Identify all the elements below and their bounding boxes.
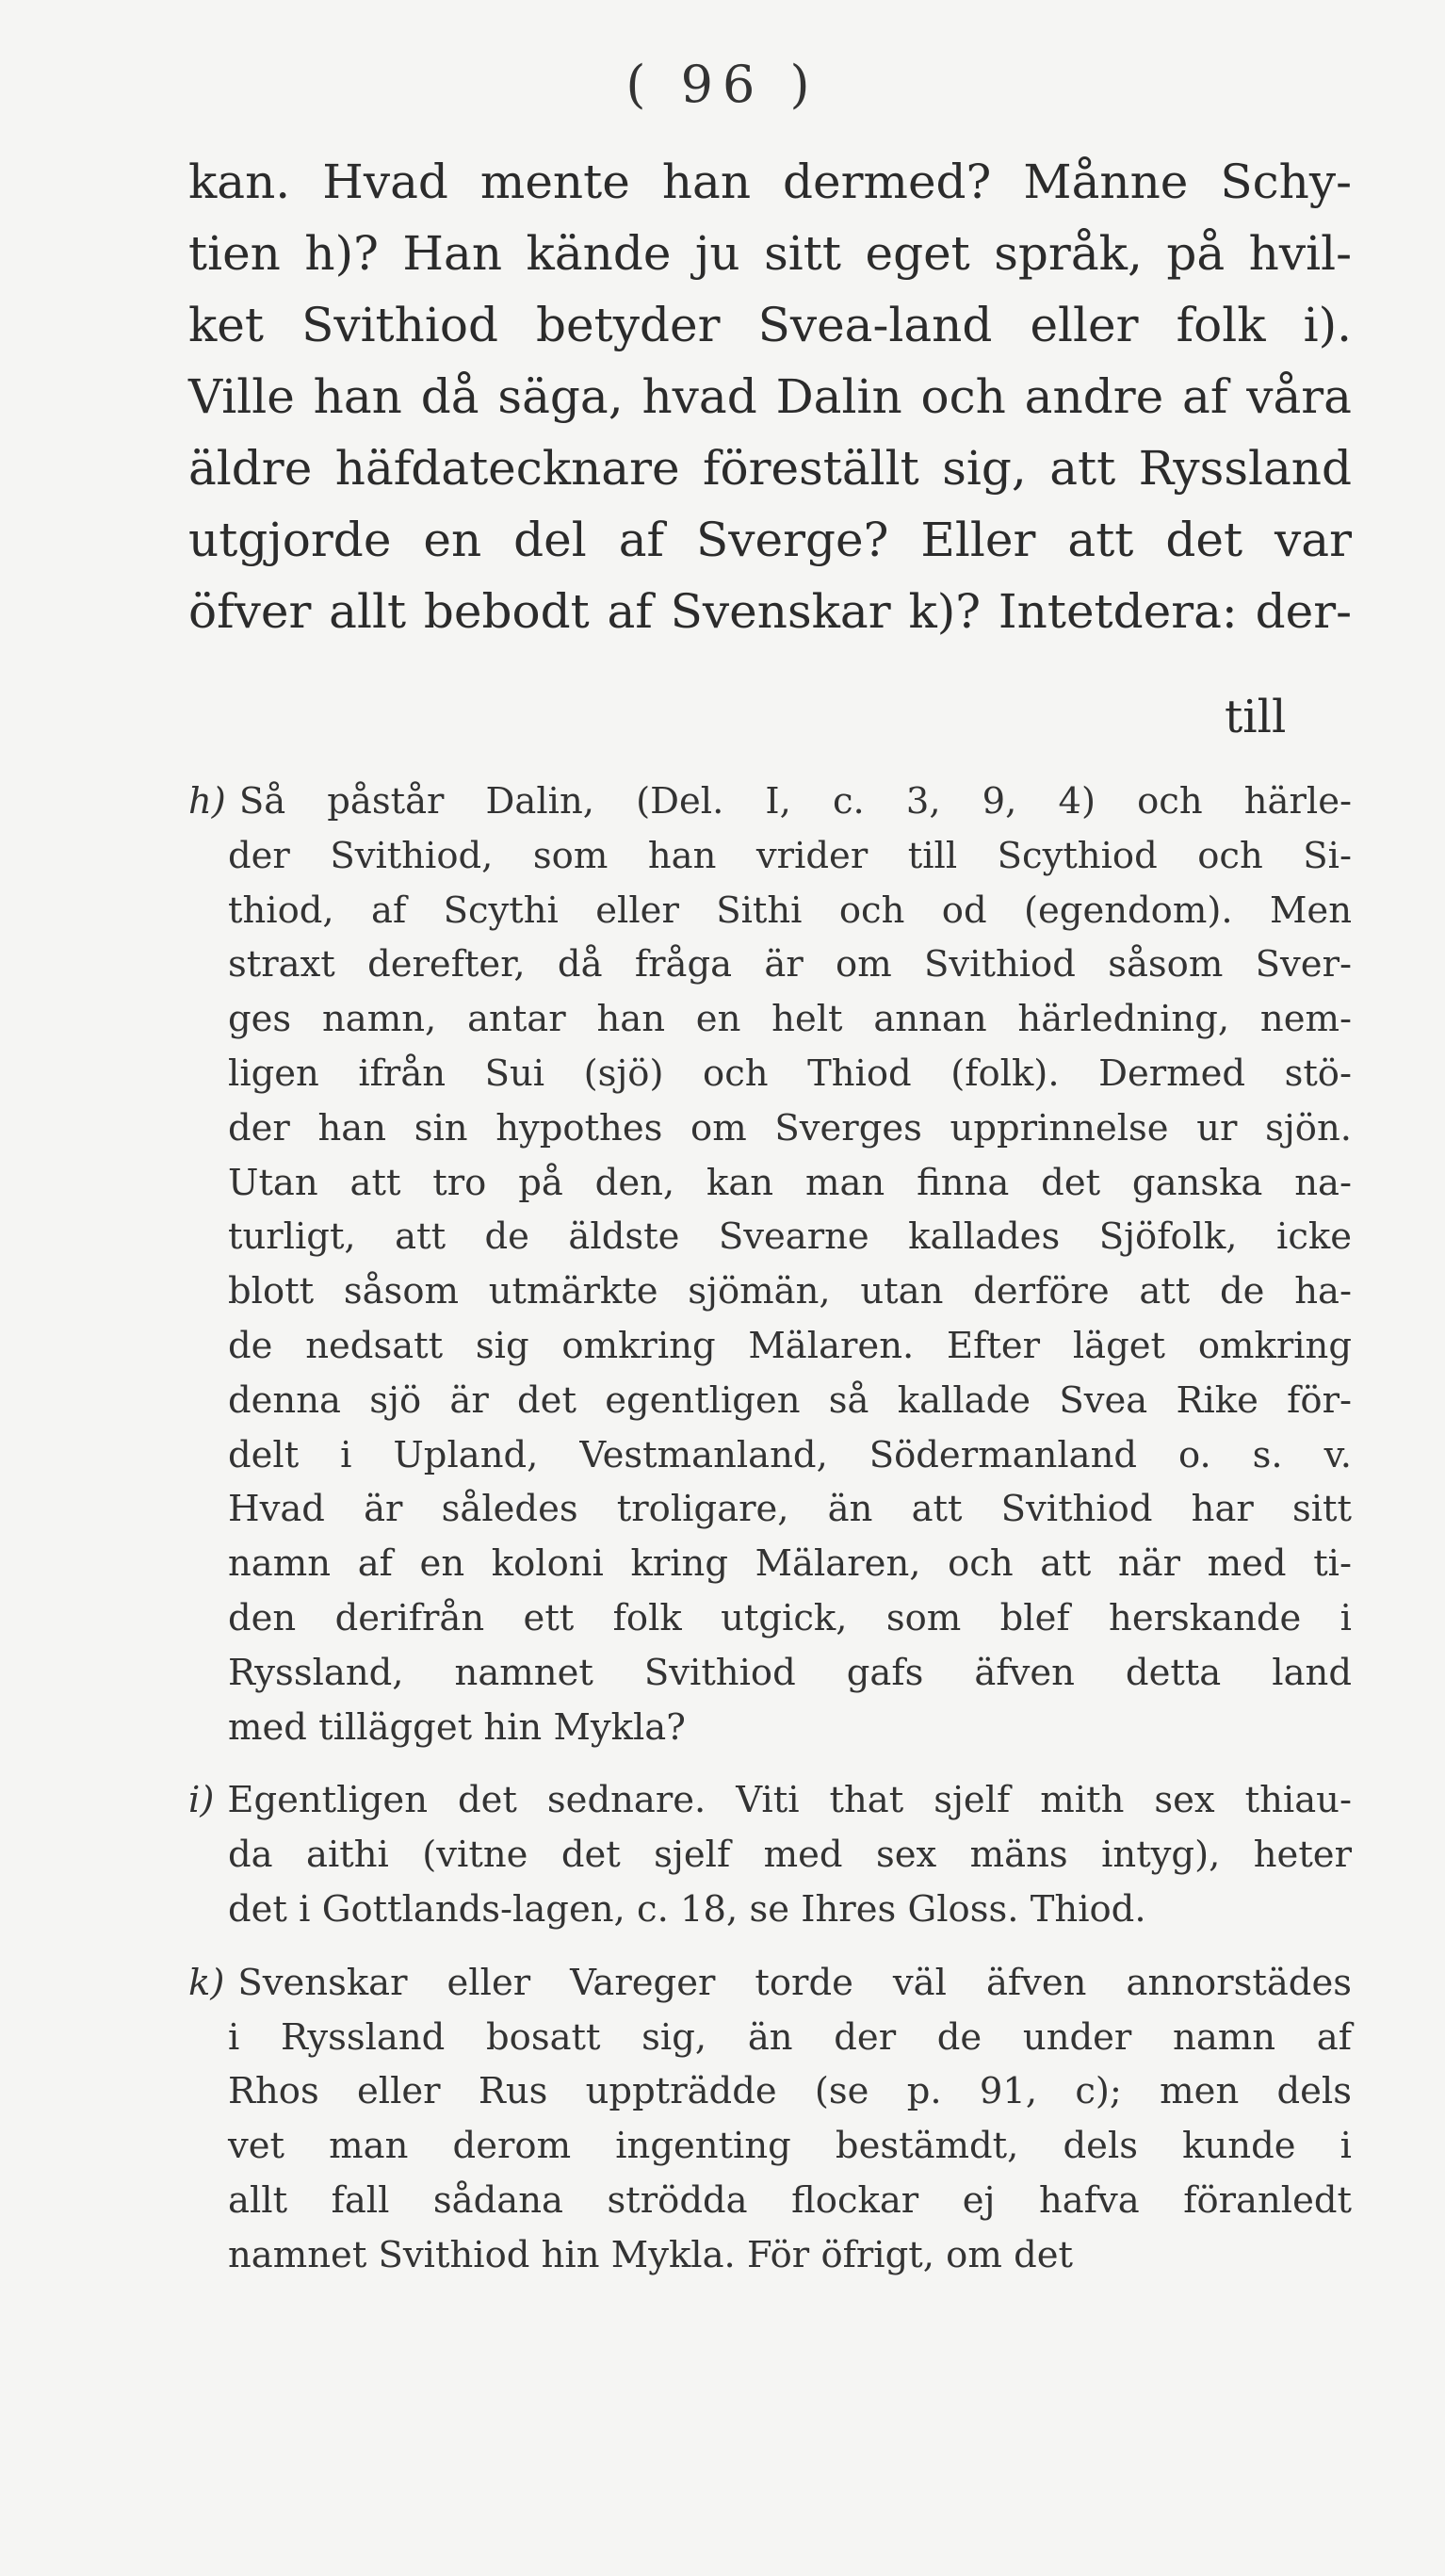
footnote-text: med tillägget hin Mykla? <box>228 1705 686 1749</box>
footnote-text: allt fall sådana strödda flockar ej hafva föranledt <box>228 2178 1352 2222</box>
footnote-text: Egentligen det sednare. Viti that sjelf mith sex thiau- <box>227 1779 1352 1822</box>
footnote-text: namn af en koloni kring Mälaren, och att när med ti- <box>228 1542 1352 1586</box>
footnote-line <box>188 2174 1352 2228</box>
main-text-line: utgjorde en del af Sverge? Eller att det var <box>188 513 1352 567</box>
footnote-text: Ryssland, namnet Svithiod gafs äfven detta land <box>228 1651 1352 1694</box>
footnote-line <box>188 1591 1352 1646</box>
footnote-text: blott såsom utmärkte sjömän, utan derföre att de ha- <box>228 1270 1352 1313</box>
footnote-text: Utan att tro på den, kan man finna det ganska na- <box>228 1161 1352 1204</box>
footnote-line <box>188 1828 1352 1883</box>
main-text-line: tien h)? Han kände ju sitt eget språk, på hvil- <box>188 226 1352 281</box>
footnote-text: namnet Svithiod hin Mykla. För öfrigt, om det <box>228 2233 1074 2276</box>
footnote-text: da aithi (vitne det sjelf med sex mäns intyg), heter <box>228 1834 1352 1877</box>
footnote-text: ges namn, antar han en helt annan härledning, nem- <box>228 998 1352 1041</box>
main-text-line: öfver allt bebodt af Svenskar k)? Intetdera: der- <box>188 584 1352 639</box>
footnote-line <box>188 2228 1352 2283</box>
main-text-line: äldre häfdatecknare föreställt sig, att Ryssland <box>188 441 1352 496</box>
footnote-line <box>188 2119 1352 2174</box>
footnote-text: det i Gottlands-lagen, c. 18, se Ihres Gloss. Thiod. <box>228 1887 1146 1931</box>
footnote-line <box>188 2064 1352 2119</box>
footnote-text: i Ryssland bosatt sig, än der de under namn af <box>228 2015 1352 2059</box>
footnote-line <box>188 1101 1352 1156</box>
main-text-line: Ville han då säga, hvad Dalin och andre af våra <box>188 369 1352 424</box>
footnote-text: ligen ifrån Sui (sjö) och Thiod (folk). Dermed stö- <box>228 1052 1352 1095</box>
footnote-line <box>188 2011 1352 2065</box>
footnote-text: denna sjö är det egentligen så kallade Svea Rike för- <box>228 1378 1352 1422</box>
footnote <box>188 774 1352 1754</box>
footnote-line <box>188 992 1352 1047</box>
footnote-line <box>188 1773 1352 1828</box>
footnote-line <box>188 1264 1352 1319</box>
footnote <box>188 1773 1352 1936</box>
footnote-line <box>188 1956 1352 2011</box>
footnote-text: Svenskar eller Vareger torde väl äfven annorstädes <box>237 1961 1352 2004</box>
main-text-line: ket Svithiod betyder Svea-land eller folk i). <box>188 298 1352 352</box>
footnote-line <box>188 1319 1352 1374</box>
footnote-text: Hvad är således troligare, än att Svithiod har sitt <box>228 1488 1352 1531</box>
footnote-text: thiod, af Scythi eller Sithi och od (egendom). Men <box>228 889 1352 932</box>
footnote-line <box>188 1156 1352 1211</box>
footnote-text: Rhos eller Rus uppträdde (se p. 91, c); men dels <box>228 2070 1352 2113</box>
footnote-text: vet man derom ingenting bestämdt, dels kunde i <box>228 2125 1352 2168</box>
footnote-line <box>188 1883 1352 1937</box>
footnote-line <box>188 884 1352 938</box>
footnote-line <box>188 1374 1352 1428</box>
footnote-text: der han sin hypothes om Sverges upprinnelse ur sjön. <box>228 1106 1352 1149</box>
footnote-text: der Svithiod, som han vrider till Scythiod och Si- <box>228 834 1352 877</box>
page-number: ( 96 ) <box>625 55 820 114</box>
footnote-line <box>188 1047 1352 1101</box>
footnote-line <box>188 829 1352 884</box>
catchword: till <box>1225 691 1287 743</box>
footnote-line <box>188 1482 1352 1537</box>
footnote-text: delt i Upland, Vestmanland, Södermanland o. s. v. <box>228 1433 1352 1476</box>
main-text <box>188 146 1352 647</box>
footnote-line <box>188 1428 1352 1483</box>
footnote-line <box>188 937 1352 992</box>
footnotes <box>188 774 1352 2302</box>
footnote-text: straxt derefter, då fråga är om Svithiod såsom Sver- <box>228 943 1352 986</box>
footnote-line <box>188 1701 1352 1755</box>
footnote-line <box>188 1537 1352 1591</box>
footnote-mark: k) <box>188 1961 225 2004</box>
footnote-mark: h) <box>188 780 226 823</box>
footnote-line <box>188 1210 1352 1264</box>
main-text-line: kan. Hvad mente han dermed? Månne Schy- <box>188 155 1352 209</box>
footnote <box>188 1956 1352 2283</box>
footnote-text: de nedsatt sig omkring Mälaren. Efter läget omkring <box>228 1324 1352 1367</box>
footnote-mark: i) <box>188 1779 215 1822</box>
footnote-text: den derifrån ett folk utgick, som blef herskande i <box>228 1596 1352 1639</box>
footnote-text: turligt, att de äldste Svearne kallades Sjöfolk, icke <box>228 1215 1352 1259</box>
footnote-line <box>188 774 1352 829</box>
footnote-line <box>188 1646 1352 1701</box>
footnote-text: Så påstår Dalin, (Del. I, c. 3, 9, 4) och härle- <box>238 780 1352 823</box>
